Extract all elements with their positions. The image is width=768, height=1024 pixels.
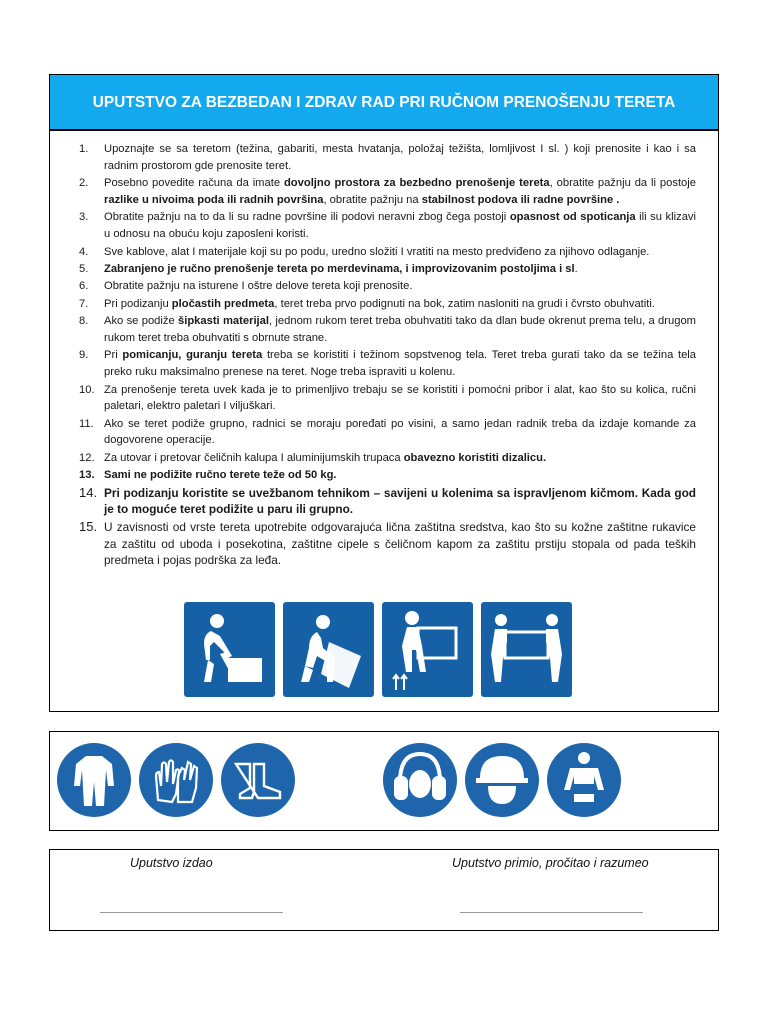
instruction-text: Ako se teret podiže grupno, radnici se moraju poređati po visini, a samo jedan radnik treba da izdaje komande za dogovorene operacije. bbox=[104, 417, 696, 447]
instruction-text-bold: šipkasti materijal bbox=[178, 315, 269, 328]
instruction-number: 1. bbox=[79, 143, 89, 155]
instruction-text: Sve kablove, alat I materijale koji su po podu, uredno složiti I vratiti na mesto predviđeno za njihovo odlaganje. bbox=[104, 245, 650, 258]
received-by-signature-line[interactable] bbox=[460, 912, 643, 913]
instruction-text-bold: razlike u nivoima poda ili radnih površina bbox=[104, 193, 324, 206]
instruction-item bbox=[50, 313, 718, 347]
instruction-number: 10. bbox=[79, 383, 95, 396]
safety-boots-icon bbox=[220, 742, 296, 818]
instruction-item bbox=[50, 209, 718, 243]
back-support-belt-icon bbox=[546, 742, 622, 818]
instruction-text: . bbox=[574, 262, 578, 275]
instruction-text-bold: pomicanju, guranju tereta bbox=[122, 349, 263, 362]
instruction-item bbox=[50, 382, 718, 416]
instruction-text: , obratite pažnju da li postoje bbox=[549, 177, 696, 190]
instruction-item bbox=[50, 347, 718, 381]
instruction-text-bold: stabilnost podova ili radne površine . bbox=[421, 193, 620, 206]
worker-carrying-load-icon bbox=[382, 602, 473, 697]
instruction-text: Pri bbox=[104, 349, 123, 362]
instruction-item bbox=[50, 244, 718, 261]
instruction-number: 12. bbox=[79, 451, 95, 464]
instruction-text-bold: Zabranjeno je ručno prenošenje tereta po merdevinama, i improvizovanim postoljima i sl bbox=[104, 262, 575, 275]
hard-hat-icon bbox=[464, 742, 540, 818]
document-header bbox=[49, 74, 719, 130]
instruction-item bbox=[50, 278, 718, 295]
instruction-item bbox=[50, 485, 718, 519]
instruction-text: Obratite pažnju na isturene I oštre delove tereta koji prenosite. bbox=[104, 280, 413, 293]
instruction-item bbox=[50, 519, 718, 569]
protective-gloves-icon bbox=[138, 742, 214, 818]
instruction-item bbox=[50, 450, 718, 467]
instruction-number: 11. bbox=[79, 417, 94, 430]
ppe-panel bbox=[49, 731, 719, 831]
instruction-text: Za prenošenje tereta uvek kada je to primenljivo trebaju se se koristiti i pomoćni pribor i alat, kao što su kolica, ručni paletari, elektro paletari I viljuškari. bbox=[104, 383, 696, 413]
instruction-list bbox=[50, 141, 718, 570]
instruction-number: 13. bbox=[79, 469, 95, 482]
instruction-text: Upoznajte se sa teretom (težina, gabariti, mesta hvatanja, položaj težišta, lomljivost I sl. ) koji prenosite i kao i sa radnim prostorom gde prenosite teret. bbox=[104, 143, 696, 172]
instruction-text: , jednom rukom teret treba obuhvatiti tako da dlan bude okrenut prema telu, a drugom rukom teret treba obuhvatiti s obrnute strane. bbox=[104, 315, 696, 344]
instruction-number: 8. bbox=[79, 315, 89, 328]
instruction-text-bold: Sami ne podižite ručno terete teže od 50 kg. bbox=[104, 469, 337, 482]
instruction-number: 3. bbox=[79, 211, 89, 224]
instruction-text: U zavisnosti od vrste tereta upotrebite odgovarajuća lična zaštitna sredstva, kao što su kožne zaštitne rukavice za zaštitu od uboda i posekotina, zaštitne cipele s čeličnom kapom za zaštitu prstiju stopala od pada teških predmeta i pojas podrška za leđa. bbox=[104, 519, 696, 568]
issued-by-signature-line[interactable] bbox=[100, 912, 283, 913]
instruction-item bbox=[50, 416, 718, 450]
instruction-text: ili su klizavi u odnosu na obuću koju zaposleni koristi. bbox=[104, 211, 697, 241]
protective-clothing-icon bbox=[56, 742, 132, 818]
instruction-text: Posebno povedite računa da imate bbox=[104, 177, 284, 190]
instruction-text: treba se koristiti i težinom sopstvenog tela. Teret treba gurati tako da se težina tela preko ruku maksimalno prenese na teret. Noge treba ispraviti u kolenu. bbox=[104, 349, 697, 379]
instruction-item bbox=[50, 467, 718, 484]
ear-protection-icon bbox=[382, 742, 458, 818]
instruction-item bbox=[50, 261, 718, 278]
instruction-text: Za utovar i pretovar čeličnih kalupa I aluminijumskih trupaca bbox=[104, 451, 404, 464]
instruction-item bbox=[50, 296, 718, 313]
instruction-text: Ako se podiže bbox=[104, 315, 178, 328]
worker-squatting-panel-icon bbox=[283, 602, 374, 697]
instruction-item bbox=[50, 141, 718, 175]
received-by-label: Uputstvo primio, pročitao i razumeo bbox=[452, 856, 649, 870]
instruction-number: 5. bbox=[79, 262, 89, 275]
signature-panel bbox=[49, 849, 719, 931]
instruction-text-bold: dovoljno prostora za bezbedno prenošenje tereta bbox=[283, 177, 550, 190]
worker-lifting-box-icon bbox=[184, 602, 275, 697]
instruction-text: , obratite pažnju na bbox=[323, 193, 422, 206]
instruction-text-bold: opasnost od spoticanja bbox=[509, 211, 636, 224]
instruction-text-bold: pločastih predmeta bbox=[171, 297, 275, 310]
instruction-number: 7. bbox=[79, 297, 89, 310]
instruction-number: 14. bbox=[79, 484, 98, 500]
instruction-text-bold: obavezno koristiti dizalicu. bbox=[403, 451, 547, 464]
instruction-number: 4. bbox=[79, 245, 89, 258]
lifting-pictograms bbox=[184, 602, 572, 697]
instruction-number: 6. bbox=[79, 280, 89, 293]
instruction-text: Obratite pažnju na to da li su radne površine ili podovi neravni zbog čega postoji bbox=[104, 211, 510, 224]
instruction-number: 15. bbox=[79, 518, 98, 534]
document-title: UPUTSTVO ZA BEZBEDAN I ZDRAV RAD PRI RUČNOM PRENOŠENJU TERETA bbox=[92, 93, 676, 111]
instruction-text: , teret treba prvo podignuti na bok, zatim nasloniti na grudi i čvrsto obuhvatiti. bbox=[274, 297, 655, 310]
instructions-panel bbox=[49, 130, 719, 712]
two-workers-carrying-icon bbox=[481, 602, 572, 697]
instruction-item bbox=[50, 175, 718, 209]
instruction-text: Pri podizanju bbox=[104, 297, 172, 310]
issued-by-label: Uputstvo izdao bbox=[130, 856, 213, 870]
instruction-text-bold: Pri podizanju koristite se uvežbanom tehnikom – savijeni u kolenima sa ispravljenom kičmom. Kada god je to moguće teret podižite u paru ili grupno. bbox=[104, 485, 696, 517]
instruction-number: 9. bbox=[79, 349, 89, 362]
instruction-number: 2. bbox=[79, 177, 89, 190]
